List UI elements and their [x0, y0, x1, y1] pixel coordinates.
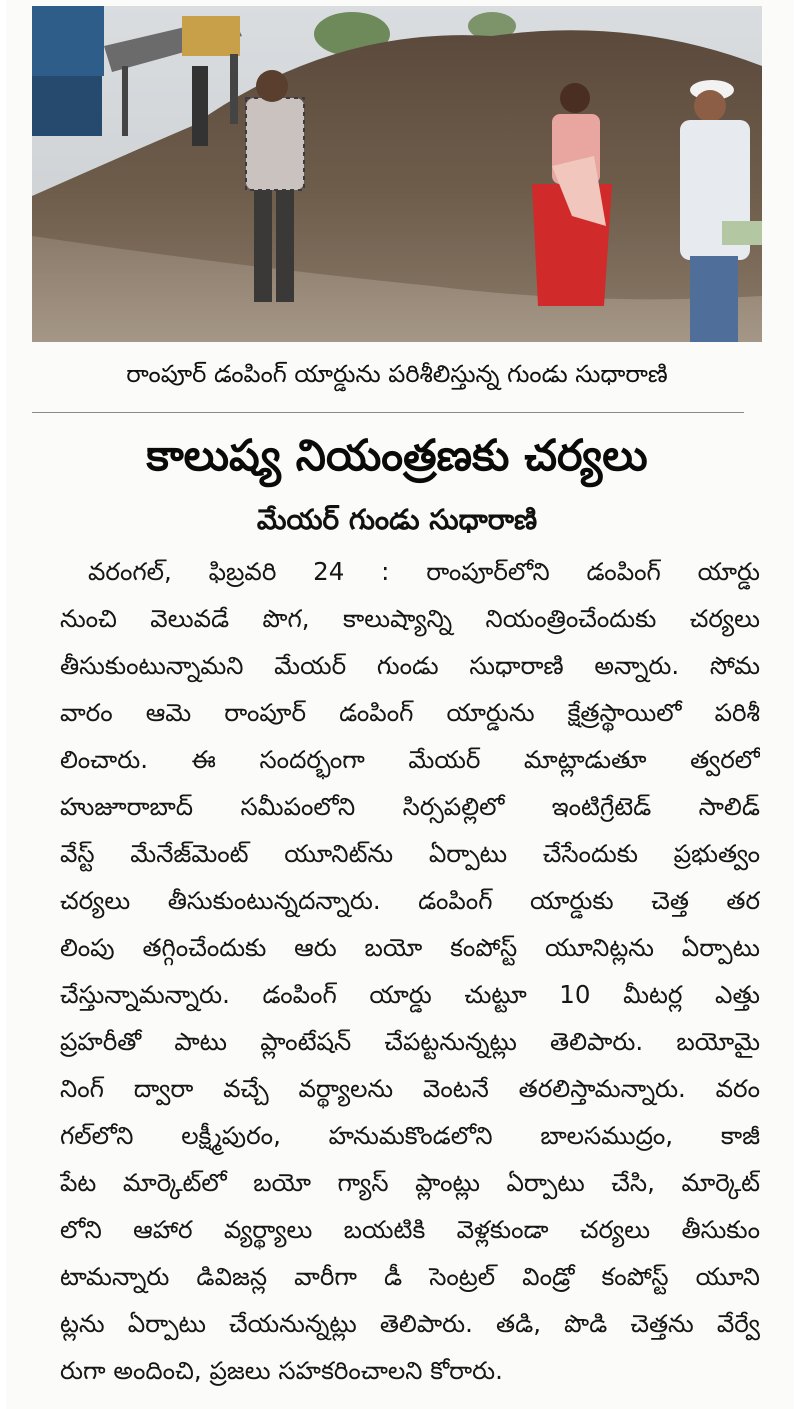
article-line: ప్రహరీతో పాటు ప్లాంటేషన్ చేపట్టనున్నట్లు తెలిపారు. బయోమై	[60, 1027, 760, 1056]
article-line: చేస్తున్నామన్నారు. డంపింగ్ యార్డు చుట్టూ 10 మీటర్ల ఎత్తు	[60, 980, 760, 1009]
article-line: వరంగల్, ఫిబ్రవరి 24 : రాంపూర్‌లోని డంపింగ్ యార్డు	[88, 557, 760, 586]
subheadline: మేయర్ గుండు సుధారాణి	[256, 503, 538, 536]
article-line: గల్‌లోని లక్ష్మీపురం, హనుమకొండలోని బాలసముద్రం, కాజీ	[60, 1121, 760, 1150]
article-line: హుజూరాబాద్ సమీపంలోని సిర్సపల్లిలో ఇంటిగ్రేటెడ్ సాలిడ్	[60, 792, 760, 821]
article-line: లోని ఆహార వ్యర్థ్యాలు బయటికి వెళ్లకుండా చర్యలు తీసుకుం	[60, 1215, 760, 1244]
article-body	[60, 548, 760, 1394]
article-line: తీసుకుంటున్నామని మేయర్ గుండు సుధారాణి అన్నారు. సోమ	[60, 651, 760, 680]
photo-scene-icon	[32, 6, 762, 342]
divider-rule	[32, 412, 744, 413]
article-line: వేస్ట్ మేనేజ్‌మెంట్ యూనిట్‌ను ఏర్పాటు చేసేందుకు ప్రభుత్వం	[60, 839, 760, 868]
article-line: రుగా అందించి, ప్రజలు సహకరించాలని కోరారు.	[60, 1356, 503, 1385]
article-line: నింగ్ ద్వారా వచ్చే వర్థ్యాలను వెంటనే తరలిస్తామన్నారు. వరం	[60, 1074, 760, 1103]
article-line: ట్లను ఏర్పాటు చేయనున్నట్లు తెలిపారు. తడి, పొడి చెత్తను వేర్వే	[60, 1309, 760, 1338]
news-photo	[32, 6, 762, 342]
headline: కాలుష్య నియంత్రణకు చర్యలు	[146, 431, 648, 481]
article-line: నుంచి వెలువడే పొగ, కాలుష్యాన్ని నియంత్రించేందుకు చర్యలు	[60, 604, 760, 633]
article-line: లింపు తగ్గించేందుకు ఆరు బయో కంపోస్ట్ యూనిట్లను ఏర్పాటు	[60, 933, 760, 962]
article-line: టామన్నారు డివిజన్ల వారీగా డీ సెంట్రల్ విండ్రో కంపోస్ట్ యూని	[60, 1262, 760, 1291]
article-line: చర్యలు తీసుకుంటున్నదన్నారు. డంపింగ్ యార్డుకు చెత్త తర	[60, 886, 760, 915]
article-line: వారం ఆమె రాంపూర్ డంపింగ్ యార్డును క్షేత్రస్థాయిలో పరిశీ	[60, 698, 760, 727]
article-line: లించారు. ఈ సందర్భంగా మేయర్ మాట్లాడుతూ త్వరలో	[60, 745, 760, 774]
article-line: పేట మార్కెట్‌లో బయో గ్యాస్ ప్లాంట్లు ఏర్పాటు చేసి, మార్కెట్	[60, 1168, 760, 1197]
photo-caption: రాంపూర్ డంపింగ్ యార్డును పరిశీలిస్తున్న గుండు సుధారాణి	[126, 360, 668, 388]
